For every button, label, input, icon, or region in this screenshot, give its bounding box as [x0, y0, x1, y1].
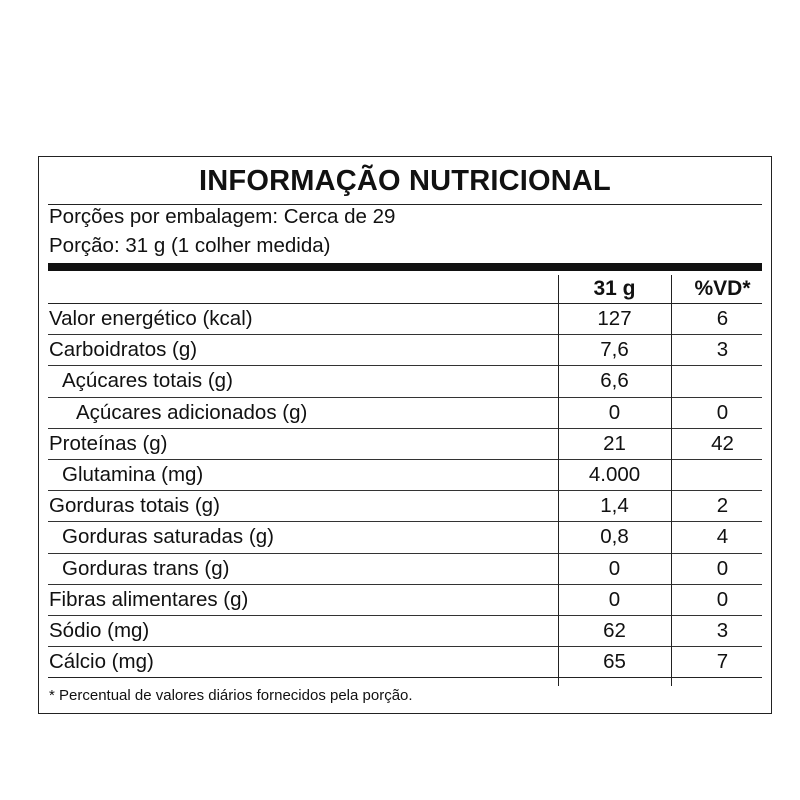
column-divider-dv	[671, 275, 672, 686]
nutrient-name: Gorduras saturadas (g)	[62, 525, 274, 549]
footnote: * Percentual de valores diários fornecidos pela porção.	[49, 687, 413, 704]
nutrient-name: Fibras alimentares (g)	[49, 587, 249, 611]
nutrient-amount: 65	[603, 650, 626, 674]
nutrient-amount: 6,6	[600, 369, 629, 393]
table-row	[48, 522, 762, 553]
table-row	[48, 585, 762, 616]
nutrient-amount: 21	[603, 431, 626, 455]
table-row	[48, 366, 762, 397]
nutrient-amount: 62	[603, 618, 626, 642]
table-row	[48, 616, 762, 647]
table-row	[48, 429, 762, 460]
nutrient-amount: 1,4	[600, 494, 629, 518]
table-row	[48, 335, 762, 366]
label-title: INFORMAÇÃO NUTRICIONAL	[199, 165, 611, 197]
nutrient-amount: 0,8	[600, 525, 629, 549]
nutrient-name: Gorduras totais (g)	[49, 494, 220, 518]
nutrient-name: Proteínas (g)	[49, 431, 168, 455]
thick-divider	[48, 263, 762, 271]
column-divider-amount	[558, 275, 559, 686]
table-row	[48, 460, 762, 491]
nutrient-name: Gorduras trans (g)	[62, 556, 230, 580]
nutrient-name: Cálcio (mg)	[49, 650, 154, 674]
nutrient-name: Açúcares adicionados (g)	[76, 400, 308, 424]
table-row	[48, 304, 762, 335]
nutrient-amount: 127	[597, 307, 632, 330]
table-row	[48, 398, 762, 429]
table-row	[48, 554, 762, 585]
nutrient-amount: 4.000	[588, 462, 641, 486]
nutrient-amount: 0	[608, 400, 621, 424]
nutrient-name: Glutamina (mg)	[62, 462, 204, 486]
nutrient-amount: 0	[608, 587, 621, 611]
nutrient-daily-value: 0	[716, 587, 729, 611]
nutrient-amount: 7,6	[600, 338, 629, 362]
nutrient-daily-value: 4	[716, 525, 729, 549]
nutrient-table	[48, 304, 762, 678]
serving-size: Porção: 31 g (1 colher medida)	[49, 234, 331, 257]
column-header-dv: %VD*	[694, 277, 751, 300]
nutrition-facts-panel	[38, 156, 772, 714]
table-header-row	[48, 275, 762, 304]
nutrient-daily-value: 3	[716, 618, 729, 642]
servings-per-package: Porções por embalagem: Cerca de 29	[49, 205, 396, 228]
nutrient-daily-value: 0	[716, 400, 729, 424]
nutrient-name: Sódio (mg)	[49, 618, 150, 642]
nutrient-daily-value: 0	[716, 556, 729, 580]
nutrient-daily-value: 6	[716, 307, 729, 330]
nutrient-name: Carboidratos (g)	[49, 338, 198, 362]
column-header-amount: 31 g	[593, 277, 636, 300]
nutrient-name: Açúcares totais (g)	[62, 369, 233, 393]
table-row	[48, 491, 762, 522]
table-row	[48, 647, 762, 678]
nutrient-daily-value: 3	[716, 338, 729, 362]
nutrient-amount: 0	[608, 556, 621, 580]
nutrient-name: Valor energético (kcal)	[49, 307, 253, 330]
nutrient-daily-value: 2	[716, 494, 729, 518]
nutrient-daily-value: 42	[711, 431, 734, 455]
nutrient-daily-value: 7	[716, 650, 729, 674]
